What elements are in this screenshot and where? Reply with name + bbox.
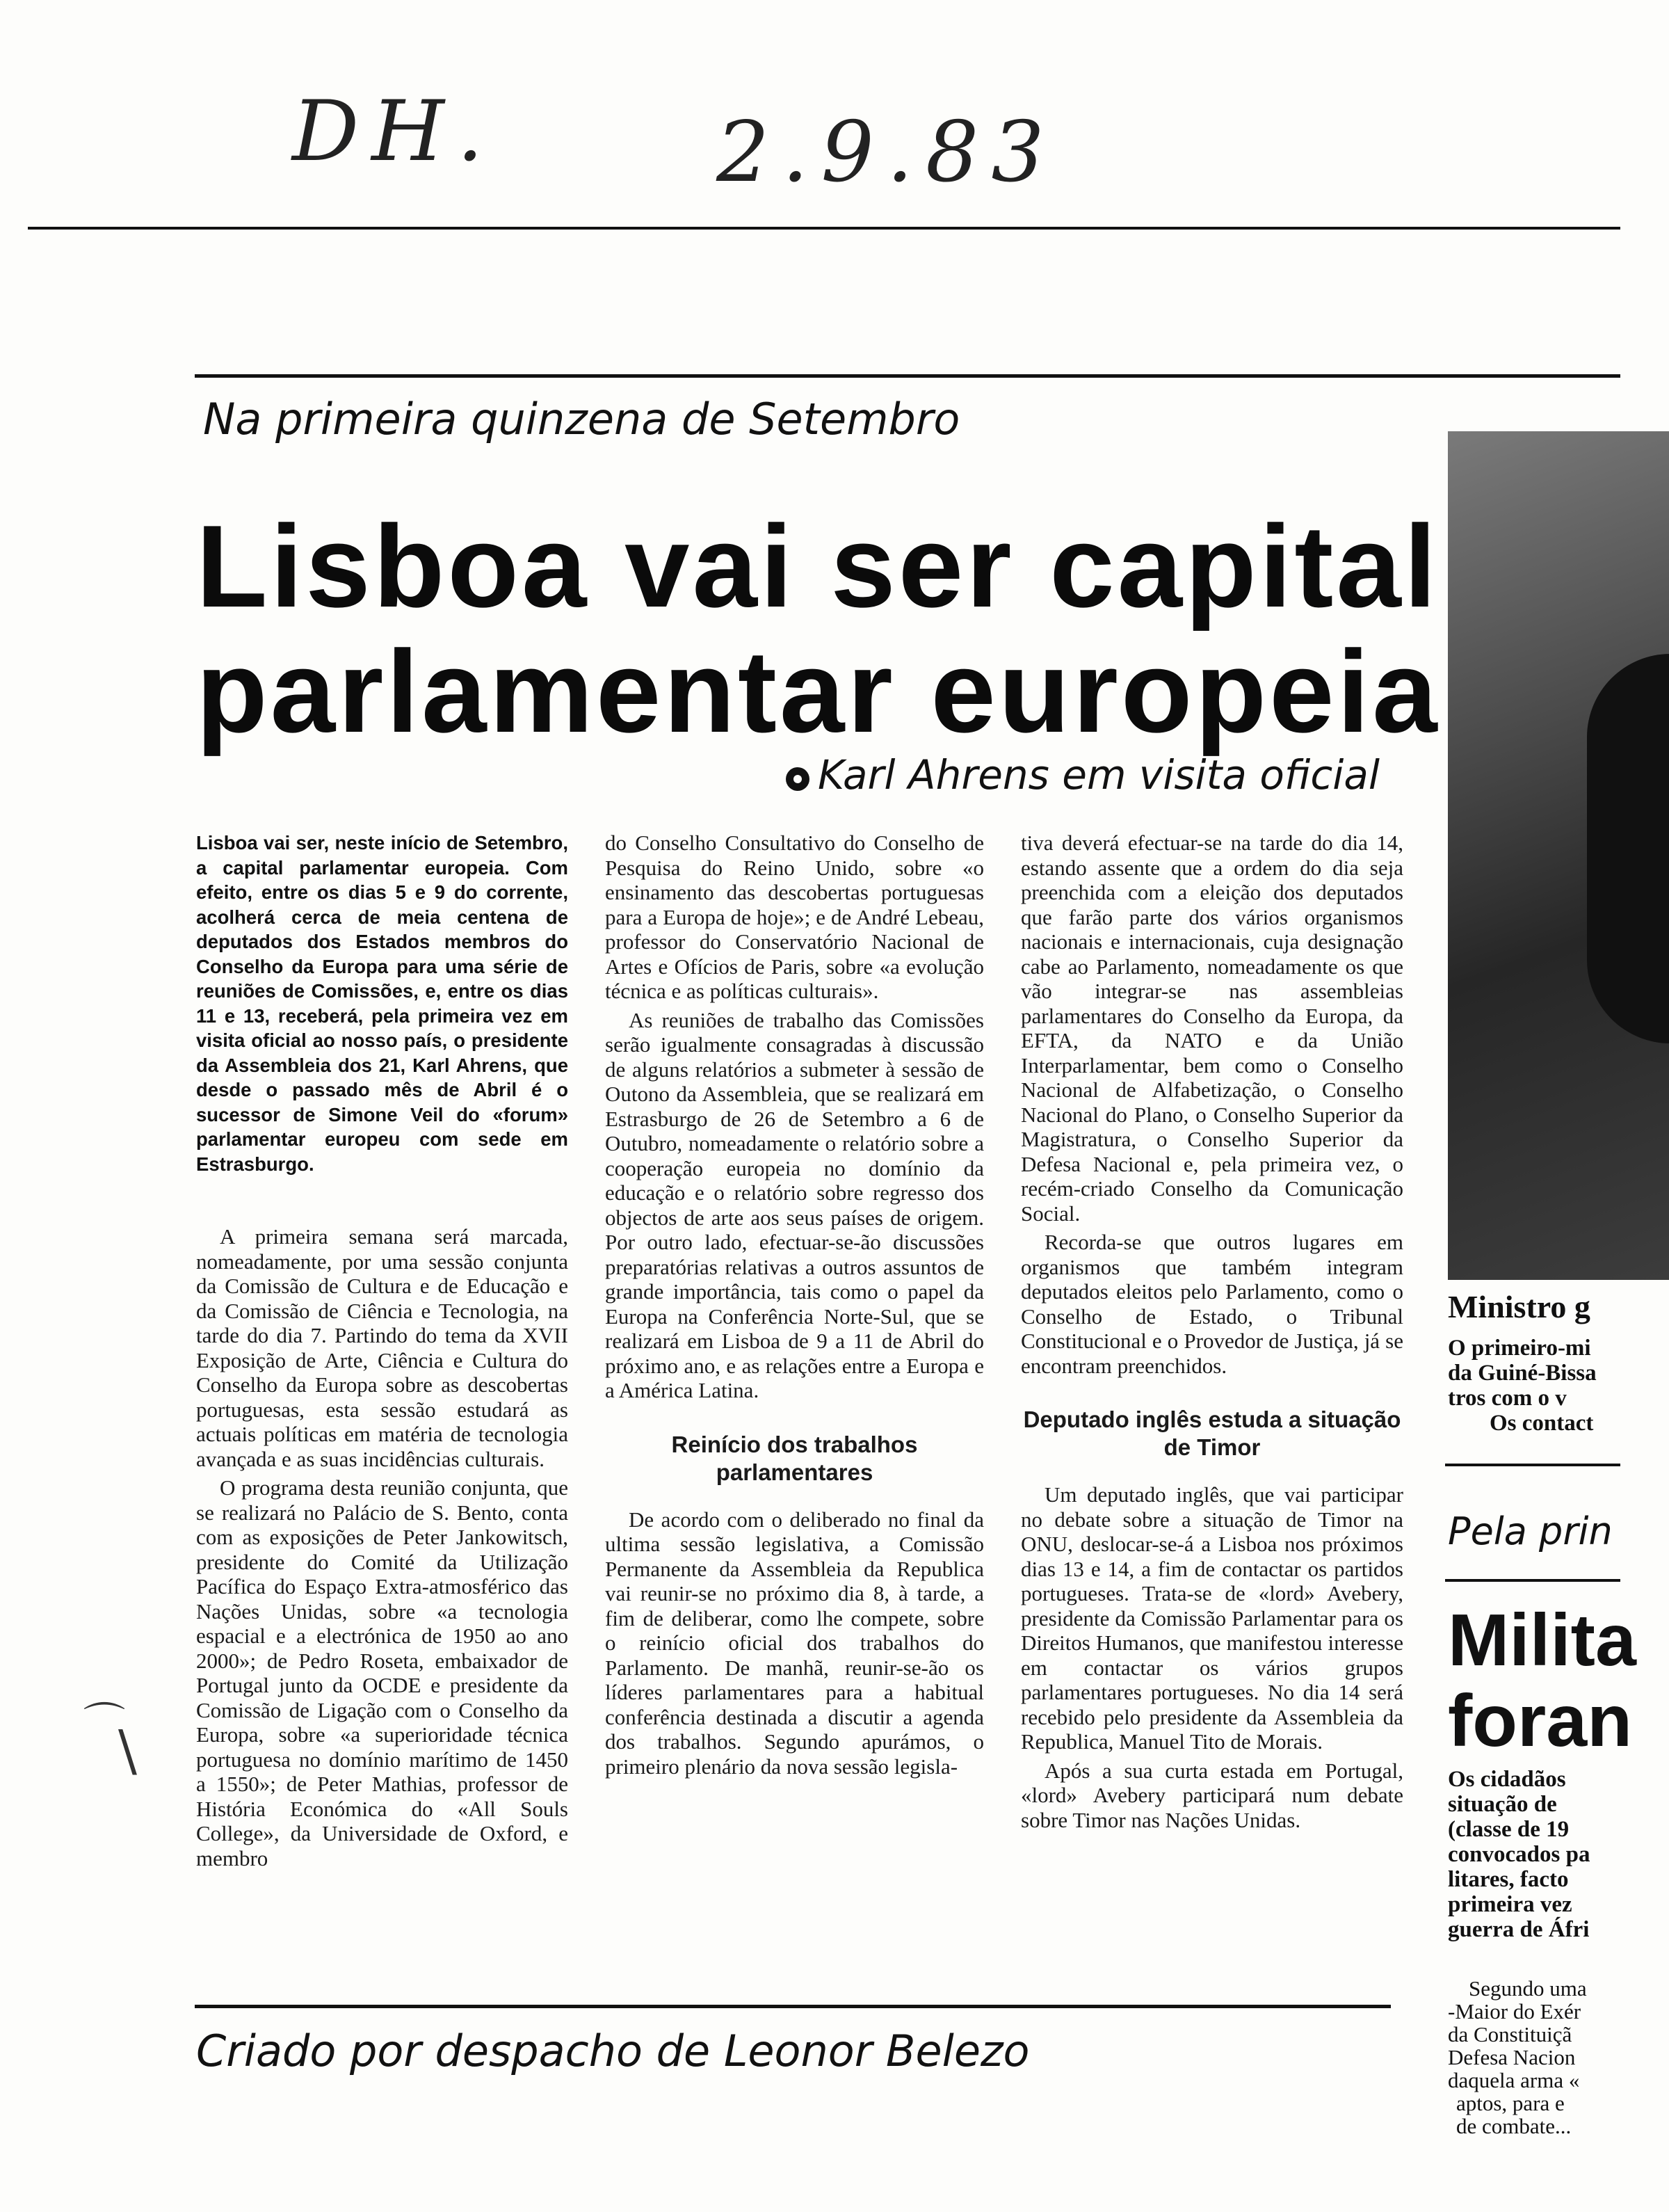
- side-2-line: da Constituiçã: [1448, 2022, 1572, 2046]
- col3-section-heading: Deputado inglês estuda a situação de Timor: [1023, 1406, 1401, 1460]
- bullet-icon: [786, 767, 809, 791]
- footer-rule: [195, 2005, 1391, 2008]
- side-story-1-text: [1448, 1336, 1669, 1436]
- side-2-line: daquela arma «: [1448, 2068, 1580, 2092]
- side-2-line: de combate...: [1456, 2114, 1572, 2138]
- side-story-2-lead: [1448, 1767, 1669, 1942]
- column-1: [196, 1224, 568, 1875]
- kicker-rule: [195, 374, 1620, 378]
- col1-paragraph-1: A primeira semana será marcada, nomeadamente, por uma sessão conjunta da Comissão de Cultura e de Educação e da Comissão de Ciência e Tecnologia, na tarde do dia 7. Partindo do tema da XVII Exposição de Arte, Ciência e Cultura do Conselho da Europa sobre as descobertas portuguesas, esta sessão estudará as actuais políticas em matéria de tecnologia avançada e as suas incidências culturais.: [196, 1224, 568, 1471]
- side-1-line: tros com o v: [1448, 1386, 1567, 1411]
- handwritten-date: 2.9.83: [716, 104, 1057, 201]
- side-2-line: Segundo uma: [1469, 1977, 1587, 2001]
- col2-paragraph-2: As reuniões de trabalho das Comissões serão igualmente consagradas à discussão de alguns relatórios a submeter à sessão de Outono da Assembleia, que se realizará em Estrasburgo de 26 de Setembro a 6 de Outubro, nomeadamente o relatório sobre a cooperação europeia no domínio da educação e o relatório sobre regresso dos objectos de arte aos seus países de origem. Por outro lado, efectuar-se-ão discussões preparatórias relativas a outros assuntos de grande importância, tais como o papel da Europa na Conferência Norte-Sul, que se realizará em Lisboa de 9 a 11 de Abril do próximo ano, e as relações entre a Europa e a América Latina.: [605, 1007, 984, 1402]
- col3-paragraph-3: Um deputado inglês, que vai participar no debate sobre a situação de Timor na ONU, deslocar-se-á a Lisboa nos próximos dias 13 e 14, a fim de contactar os partidos portugueses. Trata-se de «lord» Avebery, presidente da Comissão Parlamentar para os Direitos Humanos, que manifestou interesse em contactar os vários grupos parlamentares portugueses. No dia 14 será recebido pelo presidente da Assembleia da Republica, Manuel Tito de Morais.: [1021, 1482, 1403, 1754]
- subhead-text: Karl Ahrens em visita oficial: [818, 751, 1380, 799]
- top-rule: [28, 227, 1620, 230]
- column-2: [605, 831, 984, 1783]
- col3-paragraph-1: tiva deverá efectuar-se na tarde do dia 14, estando assente que a ordem do dia seja preenchida com a eleição dos deputados que farão parte dos vários organismos nacionais e internacionais, cuja designação cabe ao Parlamento, nomeadamente os que vão integrar-se nas assembleias parlamentares do Conselho da Europa, da EFTA, da NATO e da União Interparlamentar, bem como o Conselho Nacional de Alfabetização, o Conselho Nacional do Plano, o Conselho Superior da Magistratura, o Conselho Superior da Defesa Nacional e, pela primeira vez, o recém-criado Conselho da Comunicação Social.: [1021, 831, 1403, 1226]
- side-2-bold-line: situação de: [1448, 1792, 1557, 1817]
- side-2-headline-line-1: Milita: [1448, 1600, 1636, 1681]
- side-2-bold-line: guerra de Áfri: [1448, 1917, 1590, 1942]
- side-rule-2: [1445, 1579, 1620, 1582]
- headline-line-2: parlamentar europeia: [196, 626, 1440, 757]
- col3-paragraph-4: Após a sua curta estada em Portugal, «lord» Avebery participará num debate sobre Timor nas Nações Unidas.: [1021, 1758, 1403, 1832]
- col2-paragraph-1: do Conselho Consultativo do Conselho de Pesquisa do Reino Unido, sobre «o ensinamento das descobertas portuguesas para a Europa de hoje»; e de André Lebeau, professor do Conservatório Nacional de Artes e Ofícios de Paris, sobre «a evolução técnica e as políticas culturais».: [605, 831, 984, 1003]
- side-2-line: -Maior do Exér: [1448, 1999, 1581, 2023]
- side-1-line: Os contact: [1490, 1411, 1594, 1436]
- side-2-bold-line: convocados pa: [1448, 1842, 1590, 1867]
- side-1-line: O primeiro-mi: [1448, 1336, 1591, 1361]
- headline: [196, 501, 1440, 757]
- side-2-bold-line: (classe de 19: [1448, 1817, 1570, 1842]
- col3-paragraph-2: Recorda-se que outros lugares em organismos que também integram deputados eleitos pelo Parlamento, como o Conselho de Estado, o Tribunal Constitucional e o Provedor de Justiça, já se encontram preenchidos.: [1021, 1230, 1403, 1378]
- footer-kicker: Criado por despacho de Leonor Belezo: [196, 2026, 1030, 2076]
- side-story-2-headline: [1448, 1600, 1669, 1761]
- side-1-line: da Guiné-Bissa: [1448, 1361, 1597, 1386]
- side-rule-1: [1445, 1464, 1620, 1466]
- subhead: [786, 751, 1380, 799]
- column-3: [1021, 831, 1403, 1836]
- article-lead: Lisboa vai ser, neste início de Setembro, a capital parlamentar europeia. Com efeito, entre os dias 5 e 9 do corrente, acolherá cerca de meia centena de deputados dos Estados membros do Conselho da Europa para uma série de reuniões de Comissões, e, entre os dias 11 e 13, receberá, pela primeira vez em visita oficial ao nosso país, o presidente da Assembleia dos 21, Karl Ahrens, que desde o passado mês de Abril é o sucessor de Simone Veil do «forum» parlamentar europeu com sede em Estrasburgo.: [196, 832, 568, 1175]
- article-kicker: Na primeira quinzena de Setembro: [203, 394, 960, 444]
- side-2-bold-line: litares, facto: [1448, 1867, 1569, 1892]
- col1-paragraph-2: O programa desta reunião conjunta, que se realizará no Palácio de S. Bento, conta com as exposições de Peter Jankowitsch, presidente do Comité da Utilização Pacífica do Espaço Extra-atmosférico das Nações Unidas, sobre «a tecnologia espacial e a electrónica de 1950 ao ano 2000»; de Pedro Roseta, embaixador de Portugal junto da OCDE e presidente da Comissão de Ligação com o Conselho da Europa, sobre «a superioridade técnica portuguesa no domínio marítimo de 1450 a 1550»; de Peter Mathias, professor de História Económica do «All Souls College», da Universidade de Oxford, e membro: [196, 1475, 568, 1870]
- handwritten-source: DH.: [292, 83, 497, 180]
- side-2-bold-line: Os cidadãos: [1448, 1767, 1566, 1792]
- side-story-2-kicker: Pela prin: [1448, 1509, 1613, 1553]
- side-2-bold-line: primeira vez: [1448, 1892, 1572, 1917]
- side-photo: [1448, 431, 1669, 1280]
- col2-section-heading: Reinício dos trabalhos parlamentares: [671, 1431, 918, 1485]
- col2-paragraph-3: De acordo com o deliberado no final da ultima sessão legislativa, a Comissão Permanente da Assembleia da Republica vai reunir-se no próximo dia 8, à tarde, a fim de deliberar, como lhe compete, sobre o reinício oficial dos trabalhos do Parlamento. De manhã, reunir-se-ão os líderes parlamentares para a habitual conferência destinada a discutir a agenda dos trabalhos. Segundo apurámos, o primeiro plenário da nova sessão legisla-: [605, 1507, 984, 1779]
- margin-mark: ⌒: [83, 1699, 125, 1748]
- side-2-headline-line-2: foran: [1448, 1680, 1632, 1761]
- side-2-line: aptos, para e: [1456, 2091, 1565, 2115]
- headline-line-1: Lisboa vai ser capital: [196, 501, 1440, 632]
- side-story-1-title: Ministro g: [1448, 1289, 1590, 1324]
- margin-mark: \: [118, 1718, 137, 1783]
- side-2-line: Defesa Nacion: [1448, 2045, 1576, 2069]
- side-story-2-text: [1448, 1977, 1669, 2138]
- photo-figure: [1587, 654, 1669, 1043]
